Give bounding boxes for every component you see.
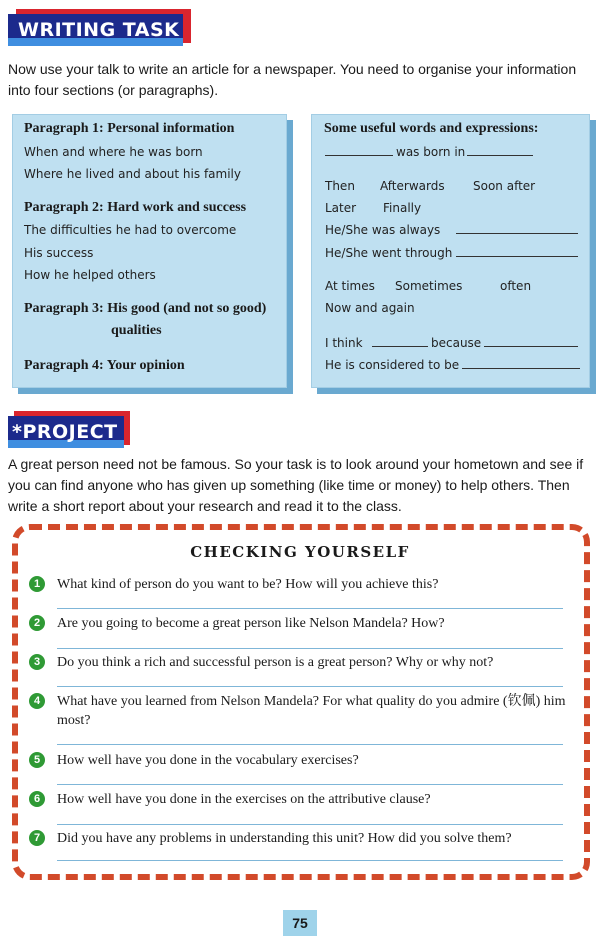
paragraph-3-heading: Paragraph 3: His good (and not so good) bbox=[24, 301, 267, 316]
question-text: What kind of person do you want to be? How will you achieve this? bbox=[57, 577, 439, 592]
expression: Then bbox=[325, 179, 355, 193]
paragraph-1-item: Where he lived and about his family bbox=[24, 167, 241, 181]
expression: At times bbox=[325, 279, 375, 293]
blank-line bbox=[456, 256, 578, 257]
expression: He/She was always bbox=[325, 223, 441, 237]
writing-task-intro: Now use your talk to write an article for a newspaper. You need to organise your information into four sections (or paragraphs). bbox=[8, 61, 577, 98]
expression: was born in bbox=[396, 145, 466, 159]
question-number-badge: 3 bbox=[29, 654, 45, 670]
question-text: How well have you done in the exercises on the attributive clause? bbox=[57, 792, 431, 807]
expression: He is considered to be bbox=[325, 358, 460, 372]
answer-line bbox=[57, 608, 563, 609]
answer-line bbox=[57, 648, 563, 649]
question-number-badge: 6 bbox=[29, 791, 45, 807]
answer-line bbox=[57, 860, 563, 861]
paragraph-1-heading: Paragraph 1: Personal information bbox=[24, 121, 235, 136]
useful-expressions-panel bbox=[311, 114, 590, 388]
paragraph-plan-panel bbox=[12, 114, 287, 388]
expression: I think bbox=[325, 336, 363, 350]
expression: often bbox=[500, 279, 532, 293]
paragraph-2-item: The difficulties he had to overcome bbox=[24, 223, 237, 237]
writing-task-title: WRITING TASK bbox=[18, 19, 180, 41]
answer-line bbox=[57, 744, 563, 745]
paragraph-1-item: When and where he was born bbox=[24, 145, 203, 159]
answer-line bbox=[57, 784, 563, 785]
expression: Sometimes bbox=[395, 279, 463, 293]
paragraph-2-item: How he helped others bbox=[24, 268, 156, 282]
expression: Later bbox=[325, 201, 357, 215]
question-text: Are you going to become a great person like Nelson Mandela? How? bbox=[57, 616, 445, 631]
checking-yourself-title: CHECKING YOURSELF bbox=[190, 543, 410, 561]
answer-line bbox=[57, 824, 563, 825]
page-number: 75 bbox=[292, 915, 308, 931]
question-number-badge: 2 bbox=[29, 615, 45, 631]
project-intro: A great person need not be famous. So your task is to look around your hometown and see if you can find anyone who has given up something (like time or money) to help others. Then write a short report about your research and read it to the class. bbox=[8, 456, 584, 514]
paragraph-2-item: His success bbox=[24, 246, 94, 260]
project-star: * bbox=[12, 421, 23, 443]
paragraph-2-heading: Paragraph 2: Hard work and success bbox=[24, 200, 247, 215]
blank-line bbox=[372, 346, 428, 347]
paragraph-4-heading: Paragraph 4: Your opinion bbox=[24, 358, 185, 373]
useful-expressions-heading: Some useful words and expressions: bbox=[324, 121, 539, 136]
blank-line bbox=[462, 368, 580, 369]
expression: Now and again bbox=[325, 301, 415, 315]
writing-task-banner bbox=[8, 14, 198, 46]
blank-line bbox=[325, 155, 393, 156]
blank-line bbox=[484, 346, 578, 347]
expression: Soon after bbox=[473, 179, 536, 193]
blank-line bbox=[467, 155, 533, 156]
question-text: What have you learned from Nelson Mandela? For what quality do you admire (钦佩) him most? bbox=[57, 694, 566, 728]
paragraph-3-heading-cont: qualities bbox=[111, 323, 162, 338]
expression: because bbox=[431, 336, 482, 350]
question-number-badge: 7 bbox=[29, 830, 45, 846]
project-banner bbox=[8, 416, 132, 448]
expression: Finally bbox=[383, 201, 422, 215]
question-number-badge: 5 bbox=[29, 752, 45, 768]
blank-line bbox=[456, 233, 578, 234]
question-number-badge: 4 bbox=[29, 693, 45, 709]
question-text: Do you think a rich and successful person is a great person? Why or why not? bbox=[57, 655, 494, 670]
expression: Afterwards bbox=[380, 179, 445, 193]
expression: He/She went through bbox=[325, 246, 453, 260]
question-number-badge: 1 bbox=[29, 576, 45, 592]
question-text: How well have you done in the vocabulary exercises? bbox=[57, 753, 359, 768]
answer-line bbox=[57, 686, 563, 687]
project-title: PROJECT bbox=[22, 421, 118, 443]
question-text: Did you have any problems in understanding this unit? How did you solve them? bbox=[57, 831, 512, 846]
